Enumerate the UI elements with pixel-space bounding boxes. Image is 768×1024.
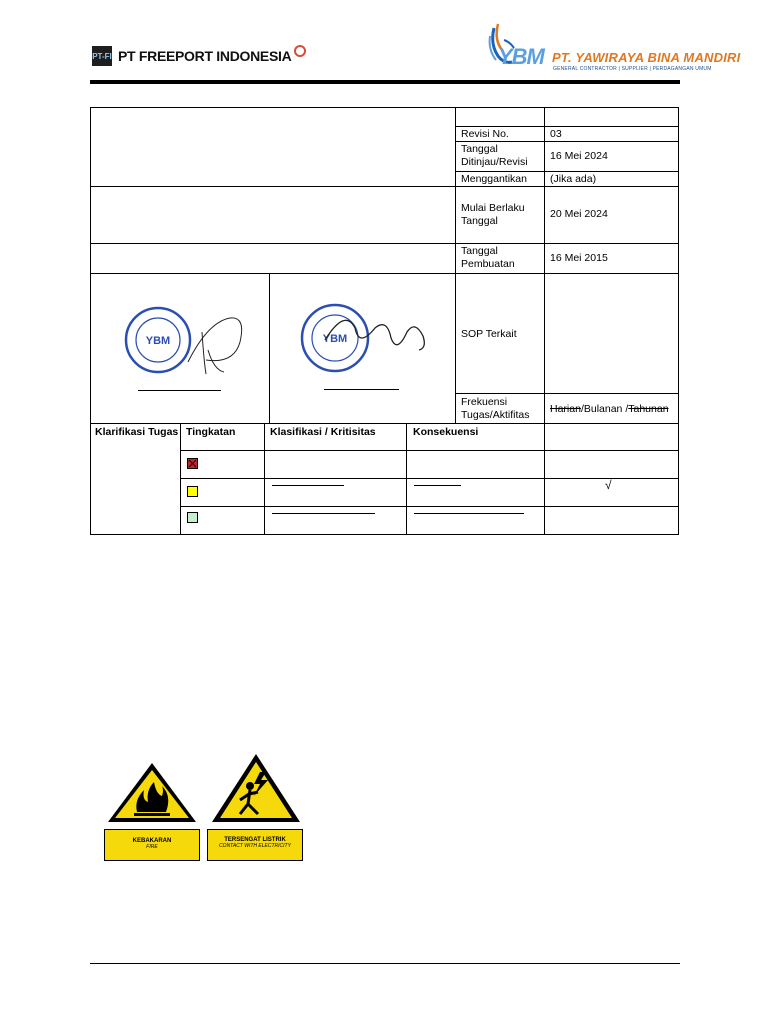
mulai-berlaku-label: Mulai Berlaku Tanggal [461,202,525,227]
klasifikasi-kritisitas-header: Klasifikasi / Kritisitas [270,426,376,438]
frekuensi-separator: / [622,403,629,415]
freeport-logo [92,46,306,66]
stamp-initials: YBM [322,333,348,345]
signature-line-right [324,389,399,390]
company-stamp-right [295,298,440,383]
tanggal-ditinjau-value: 16 Mei 2024 [550,150,608,162]
electric-label-plate [207,829,303,861]
redacted-line [414,513,524,514]
electric-label: TERSENGAT LISTRIK [224,837,286,843]
frekuensi-label: Frekuensi Tugas/Aktifitas [461,396,530,421]
tanggal-pembuatan-value: 16 Mei 2015 [550,252,608,264]
frekuensi-value [550,403,669,416]
stamp-initials: YBM [145,335,171,347]
redacted-line [414,485,461,486]
fire-label: KEBAKARAN [132,838,172,844]
ybm-company-tagline: GENERAL CONTRACTOR | SUPPLIER | PERDAGANGAN UMUM [553,66,712,72]
cross-icon [188,459,197,468]
frekuensi-harian: Harian [550,403,581,415]
electric-shock-warning-icon [210,752,302,824]
electric-sublabel: CONTACT WITH ELECTRICITY [219,843,291,849]
ybm-company-name: PT. YAWIRAYA BINA MANDIRI [552,50,741,65]
menggantikan-value: (Jika ada) [550,173,597,185]
menggantikan-label: Menggantikan [461,173,527,185]
level-low-indicator [187,512,198,523]
mulai-berlaku-value: 20 Mei 2024 [550,208,608,220]
header-divider [90,80,680,84]
frekuensi-bulanan: Bulanan [583,403,623,415]
redacted-line [272,513,375,514]
tanggal-pembuatan-label: Tanggal Pembuatan [461,245,515,270]
fire-warning-icon [104,760,200,824]
klarifikasi-tugas-header: Klarifikasi Tugas [95,426,179,438]
frekuensi-tahunan: Tahunan [628,403,669,415]
signature-line-left [138,390,221,391]
frekuensi-separator: / [580,403,584,415]
revisi-value: 03 [550,128,562,140]
selected-checkmark: √ [605,478,612,492]
freeport-company-name: PT FREEPORT INDONESIA [118,48,292,64]
tingkatan-header: Tingkatan [186,426,236,438]
tanggal-ditinjau-label: Tanggal Ditinjau/Revisi [461,143,528,168]
redacted-line [272,485,344,486]
company-stamp-left [118,302,253,382]
konsekuensi-header: Konsekuensi [413,426,479,438]
sop-terkait-label: SOP Terkait [461,328,517,340]
level-high-indicator [187,458,198,469]
fire-label-plate [104,829,200,861]
fire-sublabel: FIRE [146,844,158,850]
level-medium-indicator [187,486,198,497]
ybm-initials-logo: YBM [498,44,544,69]
freeport-mark-icon: PT-FI [92,46,112,66]
freeport-ring-icon [294,45,306,57]
footer-divider [90,963,680,964]
revisi-label: Revisi No. [461,128,509,140]
